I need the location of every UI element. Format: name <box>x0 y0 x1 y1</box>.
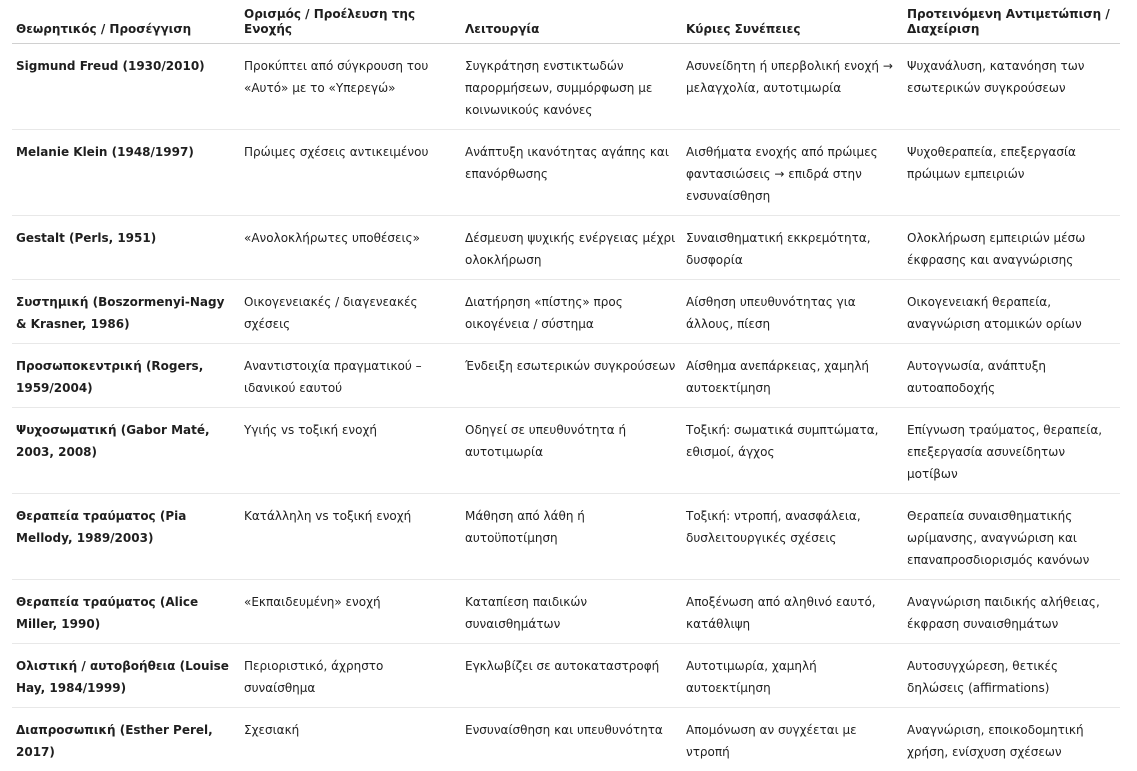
cell-approach: Συστημική (Boszormenyi-Nagy & Krasner, 1986) <box>12 280 240 344</box>
table-row <box>12 344 1120 408</box>
cell-consequences: Αυτοτιμωρία, χαμηλή αυτοεκτίμηση <box>682 644 903 708</box>
cell-consequences: Αίσθημα ανεπάρκειας, χαμηλή αυτοεκτίμηση <box>682 344 903 408</box>
cell-approach: Θεραπεία τραύματος (Alice Miller, 1990) <box>12 580 240 644</box>
cell-function: Δέσμευση ψυχικής ενέργειας μέχρι ολοκλήρωση <box>461 216 682 280</box>
cell-approach: Προσωποκεντρική (Rogers, 1959/2004) <box>12 344 240 408</box>
cell-approach: Melanie Klein (1948/1997) <box>12 130 240 216</box>
cell-consequences: Ασυνείδητη ή υπερβολική ενοχή → μελαγχολία, αυτοτιμωρία <box>682 44 903 130</box>
cell-consequences: Τοξική: ντροπή, ανασφάλεια, δυσλειτουργικές σχέσεις <box>682 494 903 580</box>
cell-definition: Πρώιμες σχέσεις αντικειμένου <box>240 130 461 216</box>
table-row <box>12 216 1120 280</box>
cell-function: Εγκλωβίζει σε αυτοκαταστροφή <box>461 644 682 708</box>
cell-function: Διατήρηση «πίστης» προς οικογένεια / σύστημα <box>461 280 682 344</box>
table-row <box>12 644 1120 708</box>
cell-definition: Υγιής vs τοξική ενοχή <box>240 408 461 494</box>
cell-function: Μάθηση από λάθη ή αυτοϋποτίμηση <box>461 494 682 580</box>
cell-treatment: Αναγνώριση παιδικής αλήθειας, έκφραση συναισθημάτων <box>903 580 1120 644</box>
cell-consequences: Τοξική: σωματικά συμπτώματα, εθισμοί, άγχος <box>682 408 903 494</box>
header-consequences: Κύριες Συνέπειες <box>682 0 903 44</box>
table-body <box>12 44 1120 771</box>
header-row <box>12 0 1120 44</box>
cell-approach: Sigmund Freud (1930/2010) <box>12 44 240 130</box>
table-row <box>12 44 1120 130</box>
header-treatment: Προτεινόμενη Αντιμετώπιση / Διαχείριση <box>903 0 1120 44</box>
cell-consequences: Αποξένωση από αληθινό εαυτό, κατάθλιψη <box>682 580 903 644</box>
cell-treatment: Αναγνώριση, εποικοδομητική χρήση, ενίσχυση σχέσεων <box>903 708 1120 771</box>
cell-treatment: Αυτοσυγχώρεση, θετικές δηλώσεις (affirmations) <box>903 644 1120 708</box>
cell-approach: Ολιστική / αυτοβοήθεια (Louise Hay, 1984/1999) <box>12 644 240 708</box>
cell-treatment: Ψυχοθεραπεία, επεξεργασία πρώιμων εμπειριών <box>903 130 1120 216</box>
table-row <box>12 280 1120 344</box>
header-approach: Θεωρητικός / Προσέγγιση <box>12 0 240 44</box>
table-header <box>12 0 1120 44</box>
cell-treatment: Θεραπεία συναισθηματικής ωρίμανσης, αναγνώριση και επαναπροσδιορισμός κανόνων <box>903 494 1120 580</box>
cell-consequences: Συναισθηματική εκκρεμότητα, δυσφορία <box>682 216 903 280</box>
cell-treatment: Ψυχανάλυση, κατανόηση των εσωτερικών συγκρούσεων <box>903 44 1120 130</box>
cell-consequences: Αίσθηση υπευθυνότητας για άλλους, πίεση <box>682 280 903 344</box>
cell-approach: Gestalt (Perls, 1951) <box>12 216 240 280</box>
cell-definition: «Εκπαιδευμένη» ενοχή <box>240 580 461 644</box>
cell-function: Ενσυναίσθηση και υπευθυνότητα <box>461 708 682 771</box>
cell-function: Οδηγεί σε υπευθυνότητα ή αυτοτιμωρία <box>461 408 682 494</box>
cell-function: Ανάπτυξη ικανότητας αγάπης και επανόρθωσης <box>461 130 682 216</box>
cell-consequences: Αισθήματα ενοχής από πρώιμες φαντασιώσεις → επιδρά στην ενσυναίσθηση <box>682 130 903 216</box>
cell-function: Συγκράτηση ενστικτωδών παρορμήσεων, συμμόρφωση με κοινωνικούς κανόνες <box>461 44 682 130</box>
cell-approach: Ψυχοσωματική (Gabor Maté, 2003, 2008) <box>12 408 240 494</box>
cell-approach: Διαπροσωπική (Esther Perel, 2017) <box>12 708 240 771</box>
table-row <box>12 130 1120 216</box>
cell-definition: Αναντιστοιχία πραγματικού – ιδανικού εαυτού <box>240 344 461 408</box>
cell-treatment: Επίγνωση τραύματος, θεραπεία, επεξεργασία ασυνείδητων μοτίβων <box>903 408 1120 494</box>
header-function: Λειτουργία <box>461 0 682 44</box>
cell-consequences: Απομόνωση αν συγχέεται με ντροπή <box>682 708 903 771</box>
cell-definition: Περιοριστικό, άχρηστο συναίσθημα <box>240 644 461 708</box>
table-row <box>12 494 1120 580</box>
cell-definition: Σχεσιακή <box>240 708 461 771</box>
cell-approach: Θεραπεία τραύματος (Pia Mellody, 1989/2003) <box>12 494 240 580</box>
cell-function: Καταπίεση παιδικών συναισθημάτων <box>461 580 682 644</box>
cell-definition: Προκύπτει από σύγκρουση του «Αυτό» με το «Υπερεγώ» <box>240 44 461 130</box>
cell-definition: Οικογενειακές / διαγενεακές σχέσεις <box>240 280 461 344</box>
table-row <box>12 580 1120 644</box>
cell-treatment: Αυτογνωσία, ανάπτυξη αυτοαποδοχής <box>903 344 1120 408</box>
table-row <box>12 408 1120 494</box>
cell-treatment: Ολοκλήρωση εμπειριών μέσω έκφρασης και αναγνώρισης <box>903 216 1120 280</box>
cell-definition: Κατάλληλη vs τοξική ενοχή <box>240 494 461 580</box>
cell-definition: «Ανολοκλήρωτες υποθέσεις» <box>240 216 461 280</box>
cell-function: Ένδειξη εσωτερικών συγκρούσεων <box>461 344 682 408</box>
cell-treatment: Οικογενειακή θεραπεία, αναγνώριση ατομικών ορίων <box>903 280 1120 344</box>
header-definition: Ορισμός / Προέλευση της Ενοχής <box>240 0 461 44</box>
table-row <box>12 708 1120 771</box>
guilt-theories-table <box>12 0 1120 771</box>
